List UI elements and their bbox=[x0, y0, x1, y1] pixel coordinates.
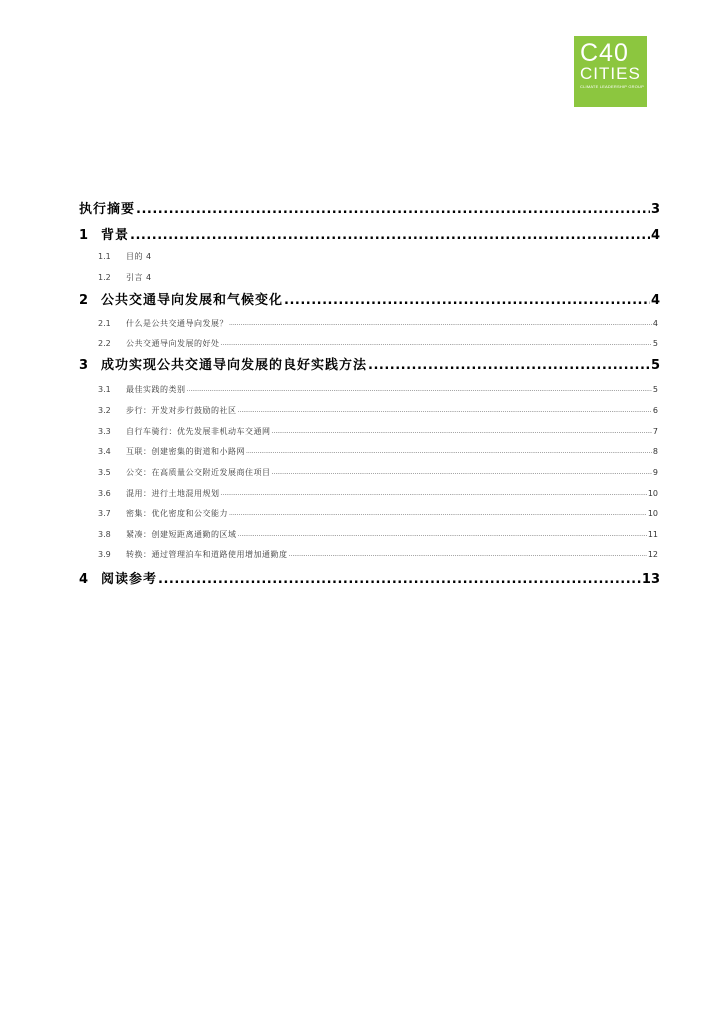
toc-entry-introduction[interactable] bbox=[98, 272, 658, 284]
toc-leader-dots bbox=[229, 318, 652, 330]
toc-entry-number: 2.1 bbox=[98, 319, 111, 328]
toc-entry-practice-categories[interactable] bbox=[98, 384, 658, 396]
logo-line-1: C40 bbox=[580, 39, 629, 67]
toc-entry-good-practices[interactable] bbox=[79, 357, 660, 375]
toc-entry-title: 成功实现公共交通导向发展的良好实践方法 bbox=[101, 358, 368, 373]
toc-entry-walk[interactable] bbox=[98, 405, 658, 417]
toc-leader-dots bbox=[246, 446, 652, 458]
toc-entry-shift[interactable] bbox=[98, 549, 658, 561]
toc-leader-dots bbox=[158, 571, 641, 589]
toc-entry-tod-benefits[interactable] bbox=[98, 338, 658, 350]
toc-entry-connect[interactable] bbox=[98, 446, 658, 458]
toc-entry-title: 阅读参考 bbox=[101, 572, 158, 587]
toc-entry-number: 3.1 bbox=[98, 385, 111, 394]
toc-entry-number: 3.7 bbox=[98, 509, 111, 518]
toc-entry-title: 最佳实践的类别 bbox=[126, 385, 186, 394]
toc-entry-number: 4 bbox=[79, 572, 89, 587]
toc-leader-dots bbox=[272, 426, 652, 438]
toc-entry-what-is-tod[interactable] bbox=[98, 318, 658, 330]
toc-leader-dots bbox=[221, 488, 647, 500]
toc-leader-dots bbox=[187, 384, 652, 396]
toc-entry-compact[interactable] bbox=[98, 529, 658, 541]
toc-entry-page: 5 bbox=[652, 385, 658, 394]
toc-leader-dots bbox=[221, 338, 652, 350]
toc-leader-dots bbox=[136, 201, 650, 219]
toc-entry-title: 公共交通导向发展和气候变化 bbox=[101, 293, 284, 308]
toc-entry-number: 1.2 bbox=[98, 273, 111, 282]
toc-entry-title: 紧凑：创建短距离通勤的区域 bbox=[126, 530, 237, 539]
toc-entry-purpose[interactable] bbox=[98, 251, 658, 263]
toc-leader-dots bbox=[284, 292, 650, 310]
toc-entry-page: 4 bbox=[650, 293, 660, 308]
toc-entry-title: 什么是公共交通导向发展？ bbox=[126, 319, 228, 328]
toc-leader-dots bbox=[289, 549, 647, 561]
toc-entry-transit[interactable] bbox=[98, 467, 658, 479]
toc-entry-background[interactable] bbox=[79, 227, 660, 245]
toc-entry-number: 3 bbox=[79, 358, 89, 373]
toc-entry-page: 3 bbox=[650, 202, 660, 217]
toc-entry-title: 密集：优化密度和公交能力 bbox=[126, 509, 228, 518]
toc-entry-title: 目的 4 bbox=[126, 252, 152, 261]
toc-leader-dots bbox=[368, 357, 650, 375]
toc-entry-number: 2.2 bbox=[98, 339, 111, 348]
toc-entry-page: 10 bbox=[647, 489, 658, 498]
toc-entry-executive-summary[interactable] bbox=[79, 201, 660, 219]
toc-entry-mix[interactable] bbox=[98, 488, 658, 500]
c40-cities-logo bbox=[574, 36, 647, 107]
toc-entry-title: 执行摘要 bbox=[79, 202, 136, 217]
toc-entry-number: 3.4 bbox=[98, 447, 111, 456]
toc-entry-densify[interactable] bbox=[98, 508, 658, 520]
toc-leader-dots bbox=[272, 467, 652, 479]
toc-entry-page: 9 bbox=[652, 468, 658, 477]
toc-entry-title: 混用：进行土地混用规划 bbox=[126, 489, 220, 498]
toc-entry-number: 3.9 bbox=[98, 550, 111, 559]
toc-entry-number: 1 bbox=[79, 228, 89, 243]
toc-entry-page: 10 bbox=[647, 509, 658, 518]
toc-entry-number: 3.5 bbox=[98, 468, 111, 477]
toc-entry-page: 7 bbox=[652, 427, 658, 436]
toc-entry-number: 3.8 bbox=[98, 530, 111, 539]
toc-leader-dots bbox=[238, 405, 652, 417]
toc-entry-page: 5 bbox=[652, 339, 658, 348]
toc-entry-number: 2 bbox=[79, 293, 89, 308]
toc-leader-dots bbox=[229, 508, 647, 520]
toc-entry-page: 6 bbox=[652, 406, 658, 415]
toc-entry-title: 背景 bbox=[101, 228, 130, 243]
toc-entry-page: 8 bbox=[652, 447, 658, 456]
toc-entry-page: 4 bbox=[652, 319, 658, 328]
toc-entry-title: 步行：开发对步行鼓励的社区 bbox=[126, 406, 237, 415]
logo-line-2: CITIES bbox=[580, 64, 641, 83]
toc-leader-dots bbox=[238, 529, 647, 541]
toc-entry-page: 13 bbox=[641, 572, 660, 587]
toc-entry-title: 引言 4 bbox=[126, 273, 152, 282]
toc-entry-tod-climate[interactable] bbox=[79, 292, 660, 310]
toc-entry-page: 11 bbox=[647, 530, 658, 539]
toc-entry-page: 4 bbox=[650, 228, 660, 243]
toc-entry-title: 公交：在高质量公交附近发展商住项目 bbox=[126, 468, 271, 477]
toc-entry-title: 转换：通过管理泊车和道路使用增加通勤度 bbox=[126, 550, 288, 559]
logo-tagline: CLIMATE LEADERSHIP GROUP bbox=[580, 84, 644, 89]
toc-entry-number: 3.2 bbox=[98, 406, 111, 415]
toc-entry-number: 3.6 bbox=[98, 489, 111, 498]
toc-entry-title: 公共交通导向发展的好处 bbox=[126, 339, 220, 348]
toc-entry-cycle[interactable] bbox=[98, 426, 658, 438]
toc-entry-number: 3.3 bbox=[98, 427, 111, 436]
toc-entry-title: 自行车骑行：优先发展非机动车交通网 bbox=[126, 427, 271, 436]
toc-entry-title: 互联：创建密集的街道和小路网 bbox=[126, 447, 245, 456]
toc-entry-number: 1.1 bbox=[98, 252, 111, 261]
toc-leader-dots bbox=[130, 227, 650, 245]
toc-entry-page: 12 bbox=[647, 550, 658, 559]
toc-entry-page: 5 bbox=[650, 358, 660, 373]
toc-entry-references[interactable] bbox=[79, 571, 660, 589]
